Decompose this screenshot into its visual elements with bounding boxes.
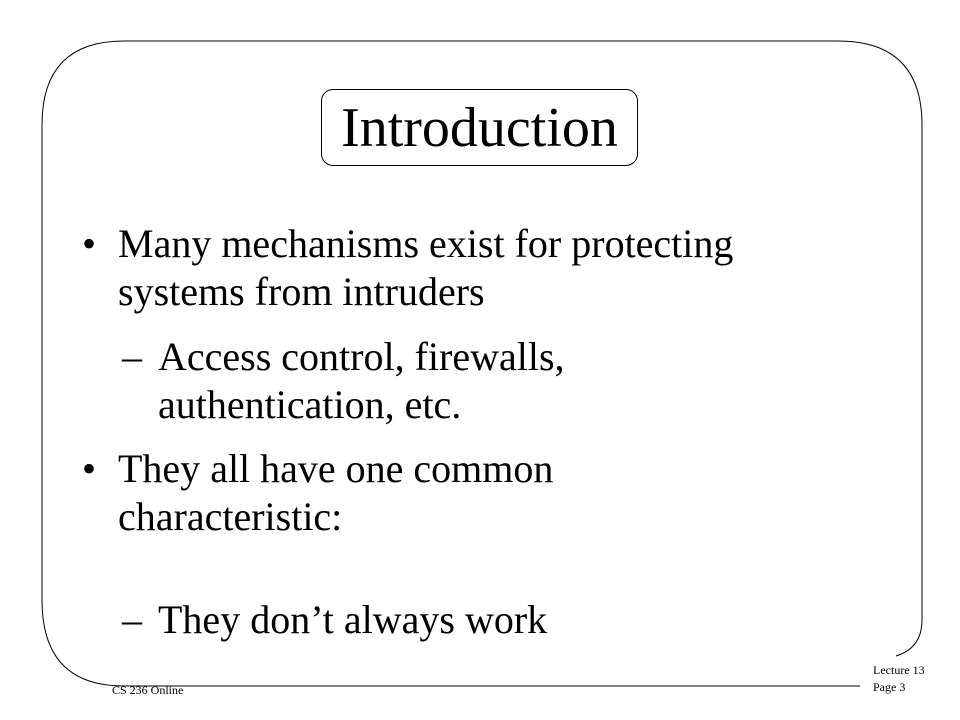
footer-course: CS 236 Online	[112, 683, 184, 697]
bullet-line: They all have one common	[118, 446, 554, 491]
slide-title: Introduction	[341, 96, 618, 159]
bullet-line: systems from intruders	[118, 269, 485, 314]
bullet-marker: •	[82, 446, 97, 491]
footer-page-number: Page 3	[873, 680, 906, 694]
bullet-marker: •	[82, 221, 97, 266]
bullet-line: They don’t always work	[158, 597, 548, 642]
footer-lecture: Lecture 13	[873, 663, 925, 677]
bullet-item-1	[82, 220, 733, 316]
bullet-line: characteristic:	[118, 494, 343, 539]
bullet-line: Access control, firewalls,	[158, 334, 565, 379]
slide-title-box	[321, 89, 638, 166]
dash-marker: –	[122, 334, 142, 379]
bullet-line: authentication, etc.	[158, 382, 462, 427]
sub-bullet-item-1	[122, 333, 565, 429]
sub-bullet-item-2	[122, 596, 547, 644]
dash-marker: –	[122, 597, 142, 642]
bullet-line: Many mechanisms exist for protecting	[118, 221, 734, 266]
bullet-item-2	[82, 445, 553, 541]
